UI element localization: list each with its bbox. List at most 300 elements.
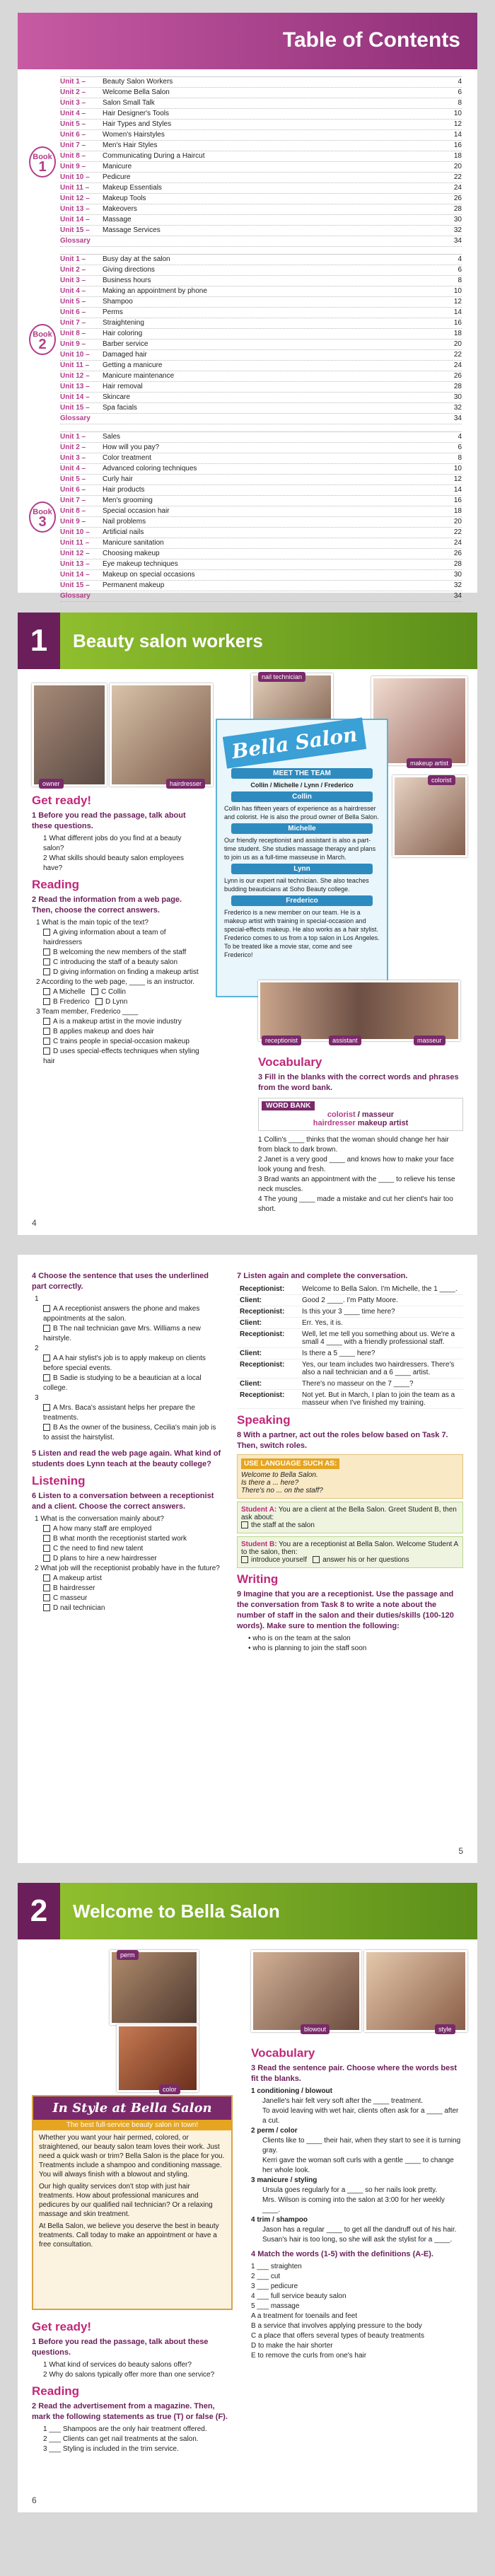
toc-row[interactable] [60,194,462,204]
toc-unit: Unit 12 – [60,195,90,202]
toc-row[interactable] [60,559,462,570]
unit1-page-5: 4 Choose the sentence that uses the underlined part correctly. 1 A A receptionist answers the phone and makes appointments at the salon. B The nail technician gave Mrs. Williams a new hairstyle. 2 A A hair stylist's job is to apply makeup on clients before special events. B Sadie is studying to be a beautician at a local college. 3 A Mrs. Baca's assistant helps her prepare the treatments. B As the owner of the business, Cecilia's main job is to assist the hairstylist. 5 Listen and read the web page again. What kind of students does Lynn teach at the beauty college? Listening 6 Listen to a conversation between a receptionist and a client. Choose the correct answers. 1 What is the conversation mainly about? A how many staff are employed B what month the receptionist started work C the need to find new talent D plans to hire a new hairdresser 2 What job will the receptionist probably have in the future? A makeup artist B hairdresser C masseur D nail technician 7 Listen again and complete the conversation. Receptionist: Welcome to Bella Salon. I'm Michelle, the 1 ____. Client: Good 2 ____. I'm Patty Moore. Receptionist: Is this your 3 ____ time here? Client: Err. Yes, it is. Receptionist: Well, let me tell you something about us. We're a small 4 ____ with a friendly professional staff. Client: Is there a 5 ____ here? Receptionist: Yes, our team includes two hairdressers. There's also a nail technician and a 6 ____ artist. Client: There's no masseur on the 7 ____? Receptionist: Not yet. But in March, I plan to join the team as a masseur when I've finished my training. Speaking 8 With a partner, act out the roles below based on Task 7. Then, switch roles. USE LANGUAGE SUCH AS: Welcome to Bella Salon. Is there a ... here? There's no ... on the staff? Student A: You are a client at the Bella Salon. Greet Student B, then ask about: the staff at the salon Student B: You are a receptionist at Bella Salon. Welcome Student A to the salon, then: introduce yourself answer his or her questions Writing 9 Imagine that you are a receptionist. Use the passage and the conversation from Task 8 to write a note about the number of staff in the salon and their duties/skills (100-120 words). Make sure to mention the following: • who is on the team at the salon • who is planning to join the staff soon 5 [18,1255,477,1863]
toc-topic: Massage [103,216,132,224]
l1-c: the need to find new talent [60,1545,144,1553]
toc-topic: How will you pay? [103,443,160,451]
toc-unit: Unit 4 – [60,465,86,472]
toc-page-number: 20 [453,340,462,348]
word-masseur: masseur [361,1110,395,1119]
toc-row[interactable] [60,382,462,393]
l2-stem: What job will the receptionist probably have in the future? [40,1565,220,1572]
tag-blowout: blowout [301,2024,330,2034]
r1-c-checkbox[interactable] [43,958,50,965]
role-a-bullet [241,1521,248,1528]
toc-row[interactable] [60,393,462,403]
toc-book-1 [33,76,462,247]
conversation-line [237,1318,463,1329]
toc-book-2 [33,254,462,424]
toc-row[interactable] [60,475,462,485]
toc-topic: Beauty Salon Workers [103,78,173,86]
toc-unit: Unit 2 – [60,88,86,96]
speaker: Client: [237,1348,299,1359]
toc-unit: Unit 8 – [60,152,86,160]
sentence-pair: 3 manicure / styling Ursula goes regularly for a ____ so her nails look pretty. Mrs. Wilson is coming into the salon at 3:00 for her weekly ____. [251,2176,463,2215]
toc-page-number: 14 [453,308,462,316]
toc-row[interactable] [60,581,462,591]
pair-sentence-b: To avoid leaving with wet hair, clients often ask for a ____ after a cut. [262,2107,459,2125]
match-word: 3 ___ pedicure [251,2282,298,2290]
r3-d-checkbox[interactable] [43,1048,50,1055]
tag-style: style [435,2024,455,2034]
sentence-pair: 1 conditioning / blowout Janelle's hair felt very soft after the ____ treatment. To avoid leaving with wet hair, clients often ask for a ____ after a cut. [251,2087,463,2126]
word-colorist: colorist [327,1110,356,1119]
book-label: Book [33,330,52,339]
l2-b: hairdresser [59,1584,95,1592]
photo-blowout [251,1950,361,2032]
toc-row[interactable] [60,98,462,109]
toc-page-number: 4 [458,255,462,263]
toc-topic: Artificial nails [103,528,144,536]
toc-topic: Makeovers [103,205,137,213]
r2-a: Michelle [59,988,86,996]
toc-unit: Unit 11 – [60,361,90,369]
toc-page-number: 16 [453,141,462,149]
pair-sentence-b: Mrs. Wilson is coming into the salon at 3:00 for her weekly ____. [262,2196,445,2214]
get-ready-heading: Get ready! [32,2320,92,2333]
toc-unit: Unit 11 – [60,184,90,192]
q4-3a: Mrs. Baca's assistant helps her prepare the treatments. [43,1404,195,1422]
toc-row[interactable] [60,403,462,414]
match-word-text: massage [270,2302,300,2310]
toc-row[interactable] [60,350,462,361]
speaker: Client: [237,1295,299,1306]
toc-row[interactable] [60,570,462,581]
l1-b: what month the receptionist started work [59,1535,187,1543]
conversation-line [237,1359,463,1379]
match-word: 5 ___ massage [251,2302,300,2310]
toc-topic: Business hours [103,277,151,284]
match-word-text: straighten [270,2263,302,2270]
toc-row[interactable] [60,361,462,371]
toc-row[interactable] [60,485,462,496]
toc-page-number: 18 [453,507,462,515]
use-1: Welcome to Bella Salon. [241,1471,318,1479]
toc-page-number: 28 [453,383,462,390]
role-b-bullet-2 [313,1556,320,1563]
r2-a-checkbox[interactable] [43,988,50,995]
toc-row[interactable] [60,120,462,130]
sentence-pair: 2 perm / color Clients like to ____ their hair, when they start to see it is turning gray. Kerri gave the woman soft curls with a gentle ____ to change her whole look. [251,2126,463,2176]
w-item-1: who is on the team at the salon [252,1635,351,1642]
use-language-box [237,1454,463,1499]
toc-page-number: 16 [453,319,462,327]
toc-row[interactable] [60,318,462,329]
u2-gr-2: Why do salons typically offer more than one service? [49,2371,215,2379]
line-text: Yes, our team includes two hairdressers. There's also a nail technician and a 6 ____ artist. [299,1359,463,1379]
vocabulary-heading: Vocabulary [258,1055,322,1069]
u2-q2-text: Read the advertisement from a magazine. Then, mark the following statements as true (T) or false (F). [32,2402,228,2421]
toc-row[interactable] [60,215,462,226]
toc-topic: Hair products [103,486,145,494]
toc-unit: Unit 3 – [60,99,86,107]
reading-heading: Reading [32,878,80,891]
v-item-3: Brad wants an appointment with the ____ to relieve his tense neck muscles. [258,1176,455,1193]
role-a-opt: the staff at the salon [251,1521,315,1529]
use-2: Is there a ... here? [241,1479,299,1487]
speaker: Client: [237,1318,299,1329]
word-bank: WORD BANK colorist / masseur hairdresser makeup artist [258,1098,463,1131]
photo-owner [32,683,107,787]
book-number: 3 [38,514,47,530]
line-text: Err. Yes, it is. [299,1318,463,1329]
r1-b-checkbox[interactable] [43,948,50,956]
toc-unit: Unit 4 – [60,110,86,117]
toc-unit: Unit 3 – [60,277,86,284]
speaking-heading: Speaking [237,1413,291,1427]
toc-page-number: 14 [453,131,462,139]
toc-row[interactable] [60,173,462,183]
page-number: 4 [32,1218,37,1228]
toc-unit: Unit 13 – [60,383,90,390]
toc-unit: Unit 9 – [60,340,86,348]
tag-hairdresser: hairdresser [166,779,205,789]
toc-page-number: 8 [458,99,462,107]
q4-3b-checkbox[interactable] [43,1424,50,1431]
ad-paragraph-1: Whether you want your hair permed, colored, or straightened, our beauty salon team loves their work. Just need a quick wash or trim? Bella Salon is the place for you. Treatments include a shampoo and conditioning massage. You will always finish with a blowout and styling. [39,2134,225,2178]
toc-row[interactable] [60,329,462,340]
toc-row[interactable] [60,88,462,98]
toc-row[interactable] [60,538,462,549]
toc-page-number: 24 [453,361,462,369]
toc-book-3 [33,431,462,602]
toc-unit: Unit 10 – [60,528,90,536]
unit-number: 1 [18,613,60,669]
toc-page-number: 26 [453,195,462,202]
pair-sentence-b: Susan's hair is too long, so she will ask the stylist for a ____. [262,2236,453,2244]
match-definition: E to remove the curls from one's hair [251,2352,367,2360]
toc-row[interactable] [60,130,462,141]
toc-row[interactable] [60,308,462,318]
ad-paragraph-3: At Bella Salon, we believe you deserve the best in beauty treatments. Call today to make an appointment or have a free consultation. [39,2222,219,2249]
tf-2: Clients can get nail treatments at the salon. [62,2435,199,2443]
toc-page-number: 4 [458,78,462,86]
r2-d-checkbox[interactable] [95,998,103,1005]
l1-b-checkbox[interactable] [43,1535,50,1542]
match-definition: D to make the hair shorter [251,2342,333,2350]
q4-3a-checkbox[interactable] [43,1404,50,1411]
page-number: 5 [458,1846,463,1856]
q2-text: Read the information from a web page. Then, choose the correct answers. [32,895,182,915]
q4-2b: Sadie is studying to be a beautician at a local college. [43,1374,202,1392]
toc-topic: Women's Hairstyles [103,131,165,139]
toc-row[interactable] [60,414,462,424]
toc-topic [103,591,441,601]
toc-unit: Unit 15 – [60,581,90,589]
toc-unit: Unit 9 – [60,518,86,526]
line-text: Is this your 3 ____ time here? [299,1306,463,1318]
ad-title: In Style at Bella Salon [33,2096,231,2120]
toc-row[interactable] [60,517,462,528]
toc-unit: Unit 15 – [60,226,90,234]
toc-unit: Unit 14 – [60,393,90,401]
flyer-collin-heading: Collin [231,791,373,802]
l2-b-checkbox[interactable] [43,1584,50,1591]
role-b-box [237,1536,463,1568]
tag-perm: perm [117,1950,139,1960]
ad-subtitle: The best full-service beauty salon in town! [33,2120,231,2130]
toc-topic: Giving directions [103,266,155,274]
toc-row[interactable] [60,255,462,265]
toc-row[interactable] [60,162,462,173]
unit-title: Beauty salon workers [60,613,477,669]
line-text: There's no masseur on the 7 ____? [299,1379,463,1390]
unit2-page: 2 Welcome to Bella Salon perm color blowout style In Style at Bella Salon The best full-service beauty salon in town! Whether you want your hair permed, colored, or straightened, our beauty salon team loves their work. Just need a quick wash or trim? Bella Salon is the place for you. Treatments include a shampoo and conditioning massage. You will always finish with a blowout and styling. Our high quality services don't stop with just hair treatments. How about professional manicures and pedicures by our qualified nail technician? Or a relaxing massage and skin treatment. At Bella Salon, we believe you deserve the best in beauty treatments. Call today to make an appointment or have a free consultation. Get ready! 1 Before you read the passage, talk about these questions. 1 What kind of services do beauty salons offer? 2 Why do salons typically offer more than one service? Reading 2 Read the advertisement from a magazine. Then, mark the following statements as true (T) or false (F). 1 ___ Shampoos are the only hair treatment offered. 2 ___ Clients can get nail treatments at the salon. 3 ___ Styling is included in the trim service. Vocabulary 3 Read the sentence pair. Choose where the words best fit the blanks. 1 conditioning / blowout Janelle's hair felt very soft after the ____ treatment. To avoid leaving with wet hair, clients often ask for a ____ after a cut. 2 perm / color Clients like to ____ their hair, when they start to see it is turning gray. Kerri gave the woman soft curls with a gentle ____ to change her whole look. 3 manicure / styling Ursula goes regularly for a ____ so her nails look pretty. Mrs. Wilson is coming into the salon at 3:00 for her weekly ____. 4 trim / shampoo Jason has a regular ____ to get all the dandruff out of his hair. Susan's hair is too long, so she will ask the stylist for a ____. 4 Match the words (1-5) with the definitions (A-E). 1 ___ straighten 2 ___ cut 3 ___ pedicure 4 ___ full service beauty salon 5 ___ massage A a treatment for toenails and feet B a service that involves applying pressure to the body C a place that offers several types of beauty treatments D to make the hair shorter E to remove the curls from one's hair 6 [18,1883,477,2512]
toc-page-number: 30 [453,571,462,579]
toc-page-number: 22 [453,173,462,181]
toc-unit: Unit 13 – [60,205,90,213]
toc-page-number: 12 [453,120,462,128]
l2-c-checkbox[interactable] [43,1594,50,1601]
toc-row[interactable] [60,286,462,297]
toc-topic: Hair removal [103,383,143,390]
toc-page-number: 18 [453,152,462,160]
pair-sentence-a: Ursula goes regularly for a ____ so her nails look pretty. [262,2186,438,2194]
toc-page-number: 6 [458,266,462,274]
match-definition: A a treatment for toenails and feet [251,2312,358,2320]
toc-row[interactable] [60,109,462,120]
r2-c: Collin [107,988,126,996]
toc-unit: Unit 3 – [60,454,86,462]
flyer-michelle-heading: Michelle [231,823,373,834]
toc-page-number: 34 [453,237,462,245]
u2-gr-1: What kind of services do beauty salons offer? [49,2361,192,2369]
toc-topic: Makeup on special occasions [103,571,195,579]
q6-text: Listen to a conversation between a receptionist and a client. Choose the correct answers. [32,1492,214,1511]
flyer-collin-text: Collin has fifteen years of experience as a hairdresser and colorist. He is also the proud owner of Bella Salon. [224,805,379,820]
q4-text: Choose the sentence that uses the underlined part correctly. [32,1272,209,1291]
toc-page-number: 22 [453,528,462,536]
speaker: Receptionist: [237,1284,299,1295]
toc-row[interactable] [60,549,462,559]
toc-topic: Hair Designer's Tools [103,110,169,117]
toc-topic: Shampoo [103,298,133,306]
w-item-2: who is planning to join the staff soon [252,1644,367,1652]
r1-c: introducing the staff of a beauty salon [60,958,178,966]
toc-row[interactable] [60,432,462,443]
l1-a-checkbox[interactable] [43,1525,50,1532]
toc-unit: Unit 6 – [60,131,86,139]
toc-topic: Perms [103,308,123,316]
toc-row[interactable] [60,77,462,88]
toc-unit: Unit 13 – [60,560,90,568]
l2-a: makeup artist [59,1574,102,1582]
toc-page-number: 30 [453,393,462,401]
toc-row[interactable] [60,151,462,162]
conversation-line [237,1284,463,1295]
toc-row[interactable] [60,591,462,602]
toc-page-number: 34 [453,592,462,600]
conversation-line [237,1295,463,1306]
q4-2b-checkbox[interactable] [43,1374,50,1381]
page-number: 6 [32,2495,37,2505]
toc-page-number: 14 [453,486,462,494]
toc-row[interactable] [60,371,462,382]
r3-d: uses special-effects techniques when styling hair [43,1048,199,1065]
toc-unit: Unit 14 – [60,216,90,224]
toc-topic [103,414,441,424]
toc-unit: Unit 14 – [60,571,90,579]
toc-row[interactable] [60,506,462,517]
toc-topic: Makeup Essentials [103,184,162,192]
toc-row[interactable] [60,340,462,350]
toc-row[interactable] [60,496,462,506]
word-bank-label: WORD BANK [262,1101,315,1110]
toc-row[interactable] [60,297,462,308]
q3-text: Fill in the blanks with the correct words and phrases from the word bank. [258,1073,459,1092]
l2-a-checkbox[interactable] [43,1574,50,1582]
toc-topic: Getting a manicure [103,361,163,369]
q4-3b: As the owner of the business, Cecilia's main job is to assist the hairstylist. [43,1424,216,1441]
r3-a-checkbox[interactable] [43,1018,50,1025]
bella-salon-logo: Bella Salon [223,717,366,768]
toc-row[interactable] [60,141,462,151]
match-definition-text: to make the hair shorter [258,2342,333,2350]
match-definition-text: a service that involves applying pressure to the body [257,2322,422,2330]
word-hairdresser: hairdresser [313,1119,356,1127]
toc-header [18,13,477,69]
toc-page-number: 20 [453,518,462,526]
r1-b: welcoming the new members of the staff [59,948,187,956]
toc-row[interactable] [60,236,462,247]
match-definition: C a place that offers several types of beauty treatments [251,2332,424,2340]
l1-d-checkbox[interactable] [43,1555,50,1562]
toc-unit: Unit 8 – [60,330,86,337]
toc-unit: Unit 9 – [60,163,86,170]
toc-page-number: 32 [453,226,462,234]
toc-page-number: 4 [458,433,462,441]
r1-d-checkbox[interactable] [43,968,50,975]
tag-masseur: masseur [414,1035,446,1045]
toc-unit: Unit 4 – [60,287,86,295]
listening-heading: Listening [32,1474,86,1487]
flyer-lynn-text: Lynn is our expert nail technician. She also teaches budding beauticians at Soho Beauty college. [224,877,369,893]
role-b-opt-1: introduce yourself [251,1556,307,1564]
toc-row[interactable] [60,453,462,464]
toc-title: Table of Contents [282,28,460,52]
unit-number: 2 [18,1883,60,1939]
toc-topic: Spa facials [103,404,137,412]
r3-c-checkbox[interactable] [43,1038,50,1045]
toc-unit: Unit 5 – [60,120,86,128]
match-definition-text: a place that offers several types of beauty treatments [258,2332,424,2340]
l2-d-checkbox[interactable] [43,1604,50,1611]
toc-topic: Choosing makeup [103,550,160,557]
q4-2a-checkbox[interactable] [43,1354,50,1362]
toc-unit: Unit 1 – [60,255,86,263]
ad-paragraph-2: Our high quality services don't stop with just hair treatments. How about professional manicures and pedicures by our qualified nail technician? Or a relaxing massage and skin treatment. [39,2183,213,2218]
toc-page-number: 10 [453,465,462,472]
toc-unit: Unit 10 – [60,173,90,181]
pair-words: trim / shampoo [257,2216,308,2224]
role-b-opt-2: answer his or her questions [322,1556,409,1564]
toc-row[interactable] [60,464,462,475]
r3-b-checkbox[interactable] [43,1028,50,1035]
tag-makeup-artist: makeup artist [407,758,452,768]
match-word: 4 ___ full service beauty salon [251,2292,346,2300]
conversation-line [237,1390,463,1409]
toc-row[interactable] [60,183,462,194]
speaker: Receptionist: [237,1329,299,1348]
role-b-bullet-1 [241,1556,248,1563]
v-item-4: The young ____ made a mistake and cut her client's hair too short. [258,1195,453,1213]
toc-page-number: 12 [453,298,462,306]
r2-c-checkbox[interactable] [91,988,98,995]
r2-b-checkbox[interactable] [43,998,50,1005]
l1-c-checkbox[interactable] [43,1545,50,1552]
tag-receptionist: receptionist [262,1035,301,1045]
gr-item-1: What different jobs do you find at a beauty salon? [43,835,182,852]
match-word-text: full service beauty salon [270,2292,346,2300]
line-text: Good 2 ____. I'm Patty Moore. [299,1295,463,1306]
toc-unit: Unit 10 – [60,351,90,359]
q4-1b-checkbox[interactable] [43,1325,50,1332]
q4-2a: A hair stylist's job is to apply makeup on clients before special events. [43,1354,206,1372]
toc-topic: Manicure sanitation [103,539,164,547]
toc-topic: Pedicure [103,173,131,181]
toc-page-number: 10 [453,287,462,295]
toc-topic: Straightening [103,319,144,327]
toc-topic: Eye makeup techniques [103,560,178,568]
toc-page-number: 6 [458,443,462,451]
r1-a-checkbox[interactable] [43,929,50,936]
match-word-text: cut [270,2273,281,2280]
toc-topic: Permanent makeup [103,581,165,589]
toc-row[interactable] [60,443,462,453]
l2-c: masseur [60,1594,88,1602]
toc-unit: Unit 1 – [60,433,86,441]
toc-topic: Salon Small Talk [103,99,155,107]
toc-page-number: 8 [458,454,462,462]
toc-row[interactable] [60,204,462,215]
unit1-page: 1 Beauty salon workers owner hairdresser nail technician makeup artist colorist Bella Salon MEET THE TEAM Collin / Michelle / Lynn / Frederico Collin Collin has fifteen years of experience as a hairdresser and colorist. He is also the proud owner of Bella Salon. Michelle Our friendly receptionist and assistant is also a part-time student. She studies massage therapy and plans to join us as a full-time masseuse in March. Lynn Lynn is our expert nail technician. She also teaches budding beauticians at Soho Beauty college. Frederico Frederico is a new member on our team. He is a makeup artist with training in special-occasion and special-effects makeup. He also works as a hair stylist. Frederico comes to us from a top salon in Los Angeles. To be treated like a movie star, come and see Frederico! receptionist assistant masseur Get ready! 1 Before you read the passage, talk about these questions. 1 What different jobs do you find at a beauty salon? 2 What skills should beauty salon employees have? Reading 2 Read the information from a web page. Then, choose the correct answers. 1 What is the main topic of the text? A giving information about a team of hairdressers B welcoming the new members of the staff C introducing the staff of a beauty salon D giving information on finding a makeup artist 2 According to the web page, ____ is an instructor. A Michelle C Collin B Frederico D Lynn 3 Team member, Frederico ____ A is a makeup artist in the movie industry B applies makeup and does hair C trains people in special-occasion makeup D uses special-effects techniques when styling hair Vocabulary 3 Fill in the blanks with the correct words and phrases from the word bank. WORD BANK colorist / masseur hairdresser makeup artist 1 Collin's ____ thinks that the woman should change her hair from black to dark brown. 2 Janet is a very good ____ and knows how to make your face look young and fresh. 3 Brad wants an appointment with the ____ to relieve his tense neck muscles. 4 The young ____ made a mistake and cut her client's hair too short. 4 [18,613,477,1235]
toc-page-number: 26 [453,372,462,380]
toc-row[interactable] [60,226,462,236]
q4-1a-checkbox[interactable] [43,1305,50,1312]
q1-text: Before you read the passage, talk about these questions. [32,811,186,830]
toc-topic: Communicating During a Haircut [103,152,205,160]
toc-row[interactable] [60,276,462,286]
book-badge [29,146,56,178]
q5-text: Listen and read the web page again. What kind of students does Lynn teach at the beauty college? [32,1449,221,1468]
toc-row[interactable] [60,528,462,538]
photo-team [258,980,460,1041]
toc-unit: Unit 6 – [60,308,86,316]
toc-page-number: 28 [453,560,462,568]
toc-topic: Men's Hair Styles [103,141,158,149]
unit-title: Welcome to Bella Salon [60,1883,477,1939]
photo-colorist [392,775,467,857]
conversation-line [237,1348,463,1359]
toc-row[interactable] [60,265,462,276]
l1-d: plans to hire a new hairdresser [60,1555,157,1562]
r3-c: trains people in special-occasion makeup [60,1038,190,1045]
toc-page-number: 22 [453,351,462,359]
speaker: Receptionist: [237,1390,299,1409]
toc-page-number: 6 [458,88,462,96]
conversation-line [237,1306,463,1318]
role-b-text: You are a receptionist at Bella Salon. Welcome Student A to the salon, then: [241,1541,458,1556]
book-label: Book [33,508,52,516]
